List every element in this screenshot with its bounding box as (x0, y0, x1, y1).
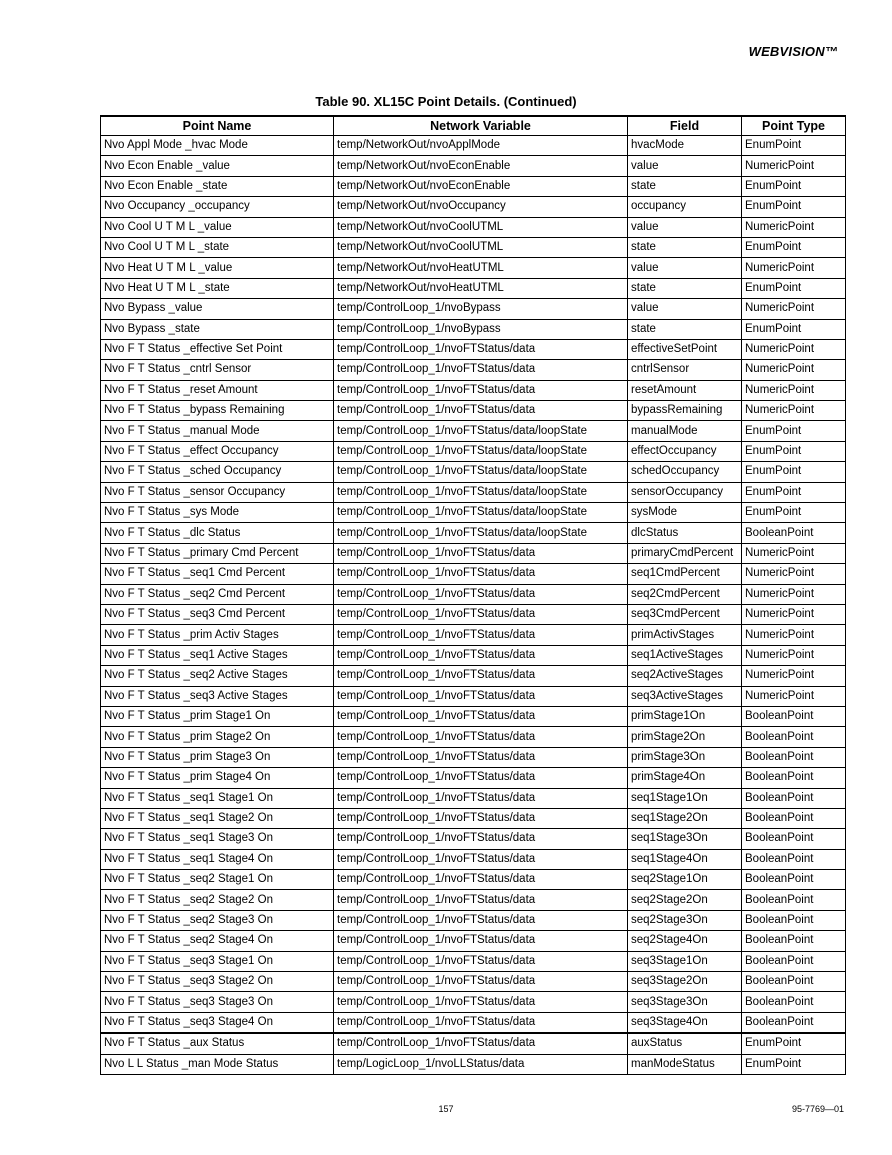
cell-point-type: BooleanPoint (742, 849, 846, 869)
cell-network-variable: temp/ControlLoop_1/nvoFTStatus/data (334, 543, 628, 563)
cell-network-variable: temp/ControlLoop_1/nvoFTStatus/data (334, 625, 628, 645)
table-row (101, 258, 846, 278)
table-row (101, 278, 846, 298)
table-row (101, 176, 846, 196)
cell-field: seq3Stage3On (628, 992, 742, 1012)
cell-network-variable: temp/NetworkOut/nvoOccupancy (334, 197, 628, 217)
cell-field: value (628, 258, 742, 278)
cell-point-name: Nvo Appl Mode _hvac Mode (101, 136, 334, 156)
table-row (101, 951, 846, 971)
table-row (101, 625, 846, 645)
cell-network-variable: temp/ControlLoop_1/nvoFTStatus/data (334, 972, 628, 992)
cell-network-variable: temp/ControlLoop_1/nvoFTStatus/data (334, 564, 628, 584)
cell-network-variable: temp/ControlLoop_1/nvoFTStatus/data/loopState (334, 503, 628, 523)
table-row (101, 299, 846, 319)
cell-point-name: Nvo Cool U T M L _state (101, 237, 334, 257)
cell-field: sensorOccupancy (628, 482, 742, 502)
cell-point-type: EnumPoint (742, 441, 846, 461)
table-row (101, 319, 846, 339)
cell-point-type: NumericPoint (742, 299, 846, 319)
cell-network-variable: temp/ControlLoop_1/nvoFTStatus/data (334, 992, 628, 1012)
cell-field: seq3CmdPercent (628, 604, 742, 624)
cell-field: dlcStatus (628, 523, 742, 543)
table-row (101, 237, 846, 257)
cell-point-name: Nvo Econ Enable _value (101, 156, 334, 176)
table-row (101, 523, 846, 543)
table-row (101, 564, 846, 584)
cell-point-name: Nvo F T Status _effective Set Point (101, 339, 334, 359)
column-header-network-variable: Network Variable (334, 116, 628, 136)
cell-network-variable: temp/NetworkOut/nvoHeatUTML (334, 278, 628, 298)
table-row (101, 380, 846, 400)
cell-point-name: Nvo F T Status _seq2 Cmd Percent (101, 584, 334, 604)
cell-point-name: Nvo F T Status _reset Amount (101, 380, 334, 400)
table-row (101, 401, 846, 421)
cell-field: state (628, 319, 742, 339)
cell-point-type: NumericPoint (742, 360, 846, 380)
cell-point-type: BooleanPoint (742, 951, 846, 971)
cell-point-name: Nvo F T Status _seq3 Stage1 On (101, 951, 334, 971)
table-row (101, 645, 846, 665)
table-row (101, 136, 846, 156)
cell-point-type: BooleanPoint (742, 788, 846, 808)
cell-point-name: Nvo F T Status _seq2 Stage1 On (101, 870, 334, 890)
cell-point-type: BooleanPoint (742, 870, 846, 890)
cell-network-variable: temp/NetworkOut/nvoCoolUTML (334, 217, 628, 237)
table-row (101, 197, 846, 217)
cell-field: seq1Stage2On (628, 808, 742, 828)
cell-point-type: BooleanPoint (742, 747, 846, 767)
cell-network-variable: temp/ControlLoop_1/nvoFTStatus/data (334, 727, 628, 747)
cell-network-variable: temp/ControlLoop_1/nvoBypass (334, 319, 628, 339)
cell-field: seq2CmdPercent (628, 584, 742, 604)
point-details-table (100, 115, 846, 1075)
cell-point-type: EnumPoint (742, 176, 846, 196)
cell-point-type: EnumPoint (742, 421, 846, 441)
cell-point-name: Nvo F T Status _seq1 Stage2 On (101, 808, 334, 828)
table-row (101, 421, 846, 441)
cell-network-variable: temp/NetworkOut/nvoHeatUTML (334, 258, 628, 278)
cell-network-variable: temp/ControlLoop_1/nvoFTStatus/data (334, 1012, 628, 1033)
table-row (101, 768, 846, 788)
cell-point-name: Nvo Bypass _state (101, 319, 334, 339)
cell-network-variable: temp/ControlLoop_1/nvoFTStatus/data (334, 686, 628, 706)
cell-point-name: Nvo F T Status _sensor Occupancy (101, 482, 334, 502)
table-row (101, 666, 846, 686)
cell-field: seq1CmdPercent (628, 564, 742, 584)
cell-point-name: Nvo F T Status _aux Status (101, 1033, 334, 1054)
cell-network-variable: temp/ControlLoop_1/nvoFTStatus/data (334, 829, 628, 849)
table-row (101, 727, 846, 747)
cell-point-type: NumericPoint (742, 380, 846, 400)
cell-point-type: BooleanPoint (742, 727, 846, 747)
cell-network-variable: temp/ControlLoop_1/nvoBypass (334, 299, 628, 319)
cell-point-name: Nvo F T Status _prim Stage3 On (101, 747, 334, 767)
cell-point-name: Nvo F T Status _seq2 Stage3 On (101, 910, 334, 930)
cell-field: value (628, 156, 742, 176)
cell-point-name: Nvo F T Status _effect Occupancy (101, 441, 334, 461)
cell-point-type: BooleanPoint (742, 706, 846, 726)
cell-field: state (628, 237, 742, 257)
cell-point-name: Nvo Occupancy _occupancy (101, 197, 334, 217)
cell-point-type: NumericPoint (742, 401, 846, 421)
cell-point-name: Nvo F T Status _seq1 Stage3 On (101, 829, 334, 849)
cell-network-variable: temp/NetworkOut/nvoEconEnable (334, 176, 628, 196)
cell-network-variable: temp/ControlLoop_1/nvoFTStatus/data (334, 910, 628, 930)
page-number: 157 (438, 1104, 454, 1114)
cell-network-variable: temp/NetworkOut/nvoCoolUTML (334, 237, 628, 257)
cell-field: state (628, 176, 742, 196)
cell-point-type: BooleanPoint (742, 890, 846, 910)
cell-field: primActivStages (628, 625, 742, 645)
cell-field: manualMode (628, 421, 742, 441)
cell-network-variable: temp/ControlLoop_1/nvoFTStatus/data (334, 890, 628, 910)
cell-point-type: BooleanPoint (742, 1012, 846, 1033)
table-row (101, 829, 846, 849)
table-row (101, 788, 846, 808)
cell-field: seq3Stage1On (628, 951, 742, 971)
cell-point-name: Nvo F T Status _seq3 Stage2 On (101, 972, 334, 992)
cell-field: seq1Stage4On (628, 849, 742, 869)
cell-network-variable: temp/ControlLoop_1/nvoFTStatus/data (334, 870, 628, 890)
cell-point-type: EnumPoint (742, 319, 846, 339)
cell-point-name: Nvo F T Status _seq1 Active Stages (101, 645, 334, 665)
cell-point-type: NumericPoint (742, 217, 846, 237)
table-row (101, 584, 846, 604)
cell-point-type: EnumPoint (742, 1033, 846, 1054)
cell-field: seq1Stage3On (628, 829, 742, 849)
cell-point-type: NumericPoint (742, 645, 846, 665)
table-row (101, 870, 846, 890)
cell-field: seq2ActiveStages (628, 666, 742, 686)
cell-point-type: BooleanPoint (742, 829, 846, 849)
cell-network-variable: temp/NetworkOut/nvoApplMode (334, 136, 628, 156)
cell-point-name: Nvo F T Status _manual Mode (101, 421, 334, 441)
table-row (101, 890, 846, 910)
cell-network-variable: temp/ControlLoop_1/nvoFTStatus/data (334, 747, 628, 767)
cell-point-type: BooleanPoint (742, 992, 846, 1012)
cell-field: seq2Stage4On (628, 931, 742, 951)
cell-field: auxStatus (628, 1033, 742, 1054)
table-header-row (101, 116, 846, 136)
cell-point-type: EnumPoint (742, 1054, 846, 1074)
cell-field: primaryCmdPercent (628, 543, 742, 563)
cell-network-variable: temp/ControlLoop_1/nvoFTStatus/data/loopState (334, 462, 628, 482)
cell-point-name: Nvo F T Status _seq3 Stage3 On (101, 992, 334, 1012)
cell-point-type: NumericPoint (742, 156, 846, 176)
cell-point-type: BooleanPoint (742, 768, 846, 788)
cell-field: seq2Stage1On (628, 870, 742, 890)
cell-field: manModeStatus (628, 1054, 742, 1074)
cell-point-name: Nvo F T Status _prim Stage1 On (101, 706, 334, 726)
cell-network-variable: temp/ControlLoop_1/nvoFTStatus/data (334, 604, 628, 624)
cell-field: schedOccupancy (628, 462, 742, 482)
cell-point-name: Nvo F T Status _prim Activ Stages (101, 625, 334, 645)
cell-network-variable: temp/ControlLoop_1/nvoFTStatus/data (334, 1033, 628, 1054)
cell-point-type: NumericPoint (742, 625, 846, 645)
cell-point-name: Nvo L L Status _man Mode Status (101, 1054, 334, 1074)
cell-point-type: EnumPoint (742, 278, 846, 298)
cell-point-name: Nvo F T Status _seq2 Stage4 On (101, 931, 334, 951)
cell-point-type: NumericPoint (742, 584, 846, 604)
table-row (101, 156, 846, 176)
table-row (101, 972, 846, 992)
cell-point-type: NumericPoint (742, 686, 846, 706)
cell-point-name: Nvo F T Status _bypass Remaining (101, 401, 334, 421)
cell-field: seq2Stage3On (628, 910, 742, 930)
table-row (101, 808, 846, 828)
cell-network-variable: temp/NetworkOut/nvoEconEnable (334, 156, 628, 176)
cell-field: hvacMode (628, 136, 742, 156)
cell-point-type: EnumPoint (742, 197, 846, 217)
table-row (101, 360, 846, 380)
cell-network-variable: temp/ControlLoop_1/nvoFTStatus/data/loopState (334, 441, 628, 461)
cell-point-type: EnumPoint (742, 482, 846, 502)
cell-point-type: BooleanPoint (742, 808, 846, 828)
cell-field: sysMode (628, 503, 742, 523)
cell-network-variable: temp/ControlLoop_1/nvoFTStatus/data (334, 360, 628, 380)
cell-field: primStage3On (628, 747, 742, 767)
cell-point-type: NumericPoint (742, 543, 846, 563)
cell-point-name: Nvo F T Status _seq1 Stage4 On (101, 849, 334, 869)
cell-network-variable: temp/ControlLoop_1/nvoFTStatus/data/loopState (334, 421, 628, 441)
cell-point-name: Nvo F T Status _seq3 Stage4 On (101, 1012, 334, 1033)
cell-network-variable: temp/ControlLoop_1/nvoFTStatus/data (334, 951, 628, 971)
cell-point-type: EnumPoint (742, 136, 846, 156)
table-row (101, 217, 846, 237)
table-row (101, 604, 846, 624)
cell-field: primStage4On (628, 768, 742, 788)
cell-point-type: EnumPoint (742, 462, 846, 482)
table-row (101, 482, 846, 502)
cell-field: state (628, 278, 742, 298)
cell-point-type: EnumPoint (742, 503, 846, 523)
cell-point-name: Nvo F T Status _sched Occupancy (101, 462, 334, 482)
cell-field: seq1Stage1On (628, 788, 742, 808)
cell-point-name: Nvo F T Status _seq3 Active Stages (101, 686, 334, 706)
table-row (101, 441, 846, 461)
cell-point-name: Nvo Cool U T M L _value (101, 217, 334, 237)
cell-point-name: Nvo Econ Enable _state (101, 176, 334, 196)
column-header-field: Field (628, 116, 742, 136)
cell-point-name: Nvo F T Status _primary Cmd Percent (101, 543, 334, 563)
document-number: 95-7769—01 (791, 1104, 844, 1114)
cell-point-name: Nvo F T Status _sys Mode (101, 503, 334, 523)
cell-field: effectiveSetPoint (628, 339, 742, 359)
cell-point-name: Nvo F T Status _seq1 Stage1 On (101, 788, 334, 808)
cell-point-name: Nvo F T Status _prim Stage2 On (101, 727, 334, 747)
table-row (101, 543, 846, 563)
cell-point-type: BooleanPoint (742, 972, 846, 992)
cell-point-type: BooleanPoint (742, 931, 846, 951)
cell-network-variable: temp/ControlLoop_1/nvoFTStatus/data (334, 768, 628, 788)
table-row (101, 1054, 846, 1074)
cell-point-type: NumericPoint (742, 258, 846, 278)
cell-field: primStage2On (628, 727, 742, 747)
cell-network-variable: temp/ControlLoop_1/nvoFTStatus/data/loopState (334, 482, 628, 502)
cell-point-type: NumericPoint (742, 339, 846, 359)
cell-network-variable: temp/ControlLoop_1/nvoFTStatus/data (334, 808, 628, 828)
cell-network-variable: temp/ControlLoop_1/nvoFTStatus/data (334, 788, 628, 808)
table-row (101, 992, 846, 1012)
cell-field: value (628, 217, 742, 237)
table-row (101, 462, 846, 482)
cell-network-variable: temp/ControlLoop_1/nvoFTStatus/data (334, 931, 628, 951)
cell-field: seq3Stage4On (628, 1012, 742, 1033)
table-row (101, 1012, 846, 1033)
column-header-point-name: Point Name (101, 116, 334, 136)
cell-point-name: Nvo F T Status _seq3 Cmd Percent (101, 604, 334, 624)
cell-point-name: Nvo F T Status _dlc Status (101, 523, 334, 543)
cell-point-type: NumericPoint (742, 666, 846, 686)
cell-network-variable: temp/ControlLoop_1/nvoFTStatus/data (334, 849, 628, 869)
cell-point-type: BooleanPoint (742, 910, 846, 930)
cell-field: resetAmount (628, 380, 742, 400)
cell-network-variable: temp/ControlLoop_1/nvoFTStatus/data (334, 706, 628, 726)
cell-field: seq2Stage2On (628, 890, 742, 910)
cell-point-type: EnumPoint (742, 237, 846, 257)
cell-point-name: Nvo F T Status _seq2 Stage2 On (101, 890, 334, 910)
cell-field: seq1ActiveStages (628, 645, 742, 665)
cell-network-variable: temp/ControlLoop_1/nvoFTStatus/data (334, 584, 628, 604)
cell-field: seq3ActiveStages (628, 686, 742, 706)
cell-network-variable: temp/ControlLoop_1/nvoFTStatus/data (334, 339, 628, 359)
cell-point-name: Nvo F T Status _seq2 Active Stages (101, 666, 334, 686)
table-row (101, 503, 846, 523)
cell-network-variable: temp/ControlLoop_1/nvoFTStatus/data (334, 645, 628, 665)
cell-field: occupancy (628, 197, 742, 217)
header-brand: WEBVISION™ (748, 44, 838, 59)
table-row (101, 747, 846, 767)
cell-network-variable: temp/ControlLoop_1/nvoFTStatus/data (334, 401, 628, 421)
cell-field: effectOccupancy (628, 441, 742, 461)
table-row (101, 849, 846, 869)
column-header-point-type: Point Type (742, 116, 846, 136)
cell-network-variable: temp/ControlLoop_1/nvoFTStatus/data (334, 380, 628, 400)
table-row (101, 931, 846, 951)
cell-field: cntrlSensor (628, 360, 742, 380)
cell-point-name: Nvo Heat U T M L _state (101, 278, 334, 298)
cell-field: seq3Stage2On (628, 972, 742, 992)
cell-point-type: BooleanPoint (742, 523, 846, 543)
cell-point-name: Nvo F T Status _prim Stage4 On (101, 768, 334, 788)
cell-field: bypassRemaining (628, 401, 742, 421)
cell-point-name: Nvo Bypass _value (101, 299, 334, 319)
cell-point-name: Nvo F T Status _cntrl Sensor (101, 360, 334, 380)
table-row (101, 910, 846, 930)
cell-point-name: Nvo F T Status _seq1 Cmd Percent (101, 564, 334, 584)
cell-point-type: NumericPoint (742, 564, 846, 584)
cell-field: value (628, 299, 742, 319)
cell-point-name: Nvo Heat U T M L _value (101, 258, 334, 278)
cell-network-variable: temp/LogicLoop_1/nvoLLStatus/data (334, 1054, 628, 1074)
cell-field: primStage1On (628, 706, 742, 726)
cell-point-type: NumericPoint (742, 604, 846, 624)
table-row (101, 686, 846, 706)
table-row (101, 706, 846, 726)
table-row (101, 339, 846, 359)
table-row (101, 1033, 846, 1054)
cell-network-variable: temp/ControlLoop_1/nvoFTStatus/data/loopState (334, 523, 628, 543)
cell-network-variable: temp/ControlLoop_1/nvoFTStatus/data (334, 666, 628, 686)
table-title: Table 90. XL15C Point Details. (Continued) (315, 94, 577, 109)
